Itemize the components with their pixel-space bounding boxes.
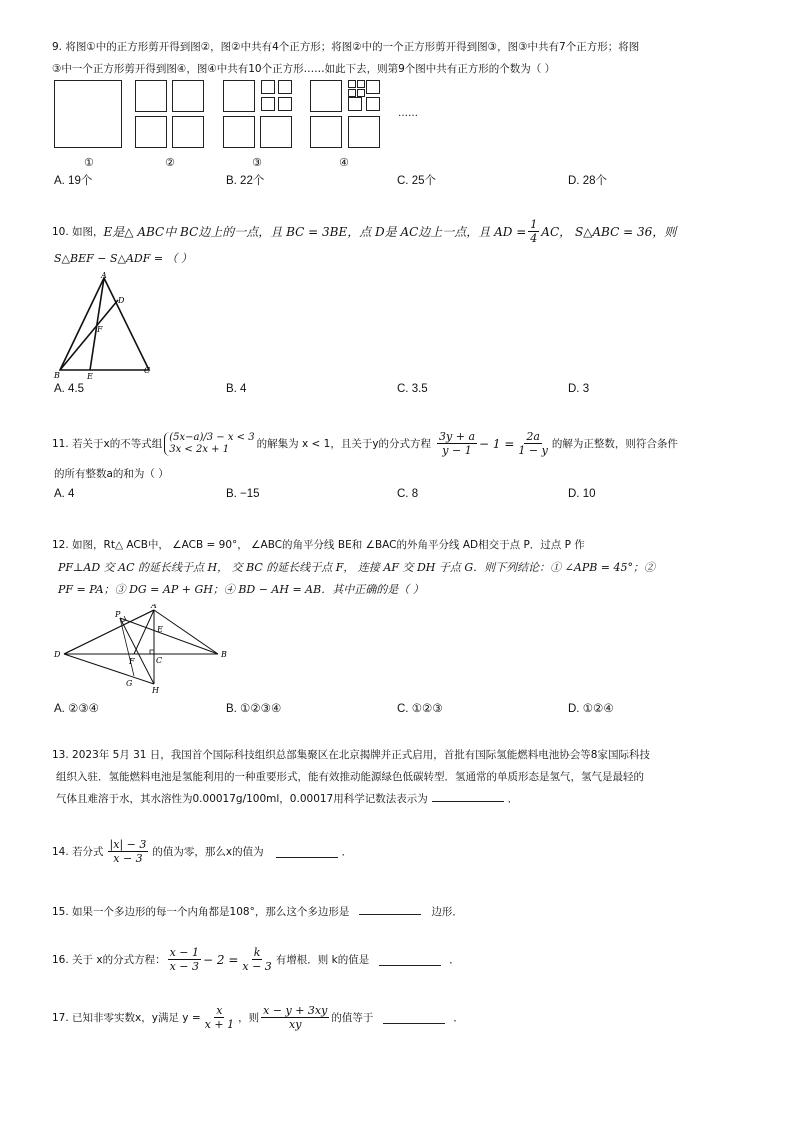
fig4-square <box>310 116 342 148</box>
q9-option-a[interactable]: A. 19个 <box>54 175 93 187</box>
point-label-d: D <box>54 650 61 659</box>
q13-stem-line2: 组织入驻．氢能燃料电池是氢能利用的一种重要形式，能有效推动能源绿色低碳转型．氢通常的单质形态是氢气，氢气是最轻的 <box>56 771 644 783</box>
fig3-square <box>260 116 292 148</box>
fig2-square <box>172 116 204 148</box>
q15-end: 边形． <box>431 906 463 918</box>
q11-prefix: 11. 若关于x的不等式组 <box>52 438 163 450</box>
q17-stem <box>52 1004 464 1031</box>
q10-option-d[interactable]: D. 3 <box>568 383 590 395</box>
q16-prefix: 16. 关于 x的分式方程： <box>52 954 166 966</box>
q10-option-b[interactable]: B. 4 <box>226 383 247 395</box>
frac-numerator: x − 1 <box>169 946 200 959</box>
point-label-a: A <box>151 604 157 610</box>
frac-numerator: 2a <box>526 430 540 443</box>
q10-stem-line2: S△BEF − S△ADF = （ ） <box>54 252 193 265</box>
q17-mid: ，则 <box>238 1012 260 1024</box>
q11-stem-line1 <box>52 430 678 457</box>
q10-option-c[interactable]: C. 3.5 <box>397 383 428 395</box>
frac-numerator: |x| − 3 <box>109 838 147 851</box>
q15-text: 15. 如果一个多边形的每一个内角都是108°，那么这个多边形是 <box>52 906 350 918</box>
q14-stem <box>52 838 352 865</box>
q11-option-a[interactable]: A. 4 <box>54 488 75 500</box>
q17-fraction-2 <box>261 1004 329 1031</box>
frac-numerator: 3y + a <box>439 430 476 443</box>
q9-option-d[interactable]: D. 28个 <box>568 175 607 187</box>
fig3-small-square <box>261 97 275 111</box>
q13-answer-blank[interactable] <box>432 789 504 802</box>
q10-stem-line1 <box>52 218 676 245</box>
q17-answer-blank[interactable] <box>383 1011 445 1024</box>
frac-numerator: k <box>253 946 261 959</box>
fig4-tiny-square <box>357 89 365 97</box>
q16-end: ． <box>449 954 460 966</box>
frac-denominator: 4 <box>530 232 538 245</box>
q9-option-b[interactable]: B. 22个 <box>226 175 265 187</box>
q16-tail: 有增根．则 k的值是 <box>275 954 370 966</box>
fig4-tiny-square <box>357 80 365 88</box>
q16-stem <box>52 946 460 973</box>
q13-line3-text: 气体且难溶于水，其水溶性为0.00017g/100ml，0.00017用科学记数法表示为 <box>56 793 428 805</box>
q11-option-c[interactable]: C. 8 <box>397 488 419 500</box>
q16-fraction-2 <box>240 946 273 973</box>
q11-fraction-2 <box>516 430 549 457</box>
fig-label-2: ② <box>165 156 175 169</box>
fig2-square <box>135 80 167 112</box>
q10-option-a[interactable]: A. 4.5 <box>54 383 85 395</box>
q12-geometry-figure <box>52 604 238 696</box>
q13-end: ． <box>507 793 519 805</box>
q11-inequality-1: (5x−a)/3 − x < 3 <box>169 431 255 443</box>
q11-inequality-system <box>164 432 254 456</box>
q12-stem-line1: 12. 如图，Rt△ ACB中， ∠ACB = 90°， ∠ABC的角平分线 BE和 ∠BAC的外角平分线 AD相交于点 P．过点 P 作 <box>52 539 585 551</box>
frac-numerator: 1 <box>530 218 538 231</box>
q17-fraction-1 <box>203 1004 236 1031</box>
q13-stem-line3 <box>56 788 518 811</box>
point-label-d: D <box>118 296 125 305</box>
point-label-b: B <box>54 371 60 380</box>
fig4-small-square <box>366 80 380 94</box>
fig3-square <box>223 80 255 112</box>
q10-text1: E是△ ABC中 BC边上的一点，且 BC = 3BE，点 D是 AC边上一点，且 AD = <box>103 225 527 239</box>
frac-numerator: x <box>216 1004 223 1017</box>
fig4-small-square <box>348 97 362 111</box>
q11-mid: 的解集为 x < 1，且关于y的分式方程 <box>256 438 432 450</box>
q9-stem-line1: 9. 将图①中的正方形剪开得到图②，图②中共有4个正方形；将图②中的一个正方形剪开得到图③，图③中共有7个正方形；将图 <box>52 41 640 53</box>
q12-option-d[interactable]: D. ①②④ <box>568 703 614 715</box>
q9-ellipsis: …… <box>398 108 418 119</box>
q11-option-b[interactable]: B. −15 <box>226 488 260 500</box>
frac-denominator: x − 3 <box>169 960 200 973</box>
q17-tail: 的值等于 <box>331 1012 374 1024</box>
q12-option-b[interactable]: B. ①②③④ <box>226 703 282 715</box>
q14-answer-blank[interactable] <box>276 845 338 858</box>
point-label-f: F <box>97 325 103 334</box>
point-label-b: B <box>221 650 227 659</box>
point-label-a: A <box>101 272 107 280</box>
frac-denominator: x − 3 <box>113 852 143 865</box>
q10-prefix: 10. 如图， <box>52 226 104 238</box>
frac-numerator: x − y + 3xy <box>263 1004 328 1017</box>
q15-stem <box>52 902 463 919</box>
fig-label-3: ③ <box>252 156 262 169</box>
frac-denominator: x + 1 <box>204 1018 235 1031</box>
q14-tail: 的值为零，那么x的值为 <box>152 846 264 858</box>
point-label-e: E <box>157 625 163 634</box>
point-label-p: P <box>115 610 121 619</box>
frac-denominator: 1 − y <box>518 444 548 457</box>
q12-stem-line2: PF⊥AD 交 AC 的延长线于点 H， 交 BC 的延长线于点 F， 连接 AF 交 DH 于点 G．则下列结论：① ∠APB = 45°；② <box>58 561 656 574</box>
frac-denominator: x − 3 <box>242 960 272 973</box>
fig3-small-square <box>278 80 292 94</box>
q16-fraction-1 <box>168 946 201 973</box>
fig-label-4: ④ <box>339 156 349 169</box>
fig1-square <box>54 80 122 148</box>
point-label-c: C <box>156 656 163 665</box>
point-label-g: G <box>126 679 133 688</box>
q11-fraction-1 <box>437 430 477 457</box>
fig3-small-square <box>261 80 275 94</box>
frac-denominator: y − 1 <box>442 444 472 457</box>
q11-minus-one: − 1 = <box>479 436 515 451</box>
q11-tail: 的解为正整数，则符合条件 <box>551 438 678 450</box>
q16-mid: − 2 = <box>203 952 239 967</box>
q12-option-a[interactable]: A. ②③④ <box>54 703 99 715</box>
q14-fraction <box>108 838 149 865</box>
fig2-square <box>172 80 204 112</box>
q10-fraction <box>528 218 539 245</box>
q12-stem-line3: PF = PA；③ DG = AP + GH；④ BD − AH = AB．其中正确的是（ ） <box>58 583 424 596</box>
q10-triangle-figure <box>52 272 162 382</box>
point-label-c: C <box>144 366 151 375</box>
fig4-square <box>310 80 342 112</box>
fig3-square <box>223 116 255 148</box>
q10-text2: AC， S△ABC = 36，则 <box>541 225 677 239</box>
q9-stem-line2: ③中一个正方形剪开得到图④，图④中共有10个正方形……如此下去，则第9个图中共有正方形的个数为（ ） <box>52 63 556 75</box>
point-label-f: F <box>129 657 135 666</box>
q14-prefix: 14. 若分式 <box>52 846 104 858</box>
q12-option-c[interactable]: C. ①②③ <box>397 703 443 715</box>
q16-answer-blank[interactable] <box>379 953 441 966</box>
q17-end: ． <box>453 1012 464 1024</box>
point-label-e: E <box>87 372 93 381</box>
q11-inequality-2: 3x < 2x + 1 <box>169 443 230 455</box>
q9-option-c[interactable]: C. 25个 <box>397 175 436 187</box>
fig4-small-square <box>366 97 380 111</box>
fig2-square <box>135 116 167 148</box>
q14-end: ． <box>341 846 353 858</box>
fig3-small-square <box>278 97 292 111</box>
fig4-square <box>348 116 380 148</box>
q15-answer-blank[interactable] <box>359 902 421 915</box>
q11-option-d[interactable]: D. 10 <box>568 488 596 500</box>
q17-prefix: 17. 已知非零实数x，y满足 y = <box>52 1012 201 1024</box>
q11-stem-line2: 的所有整数a的和为（ ） <box>54 468 169 480</box>
point-label-h: H <box>152 686 159 695</box>
frac-denominator: xy <box>289 1018 302 1031</box>
fig4-tiny-square <box>348 80 356 88</box>
q13-stem-line1: 13. 2023年 5月 31 日，我国首个国际科技组织总部集聚区在北京揭牌并正式启用，首批有国际氢能燃料电池协会等8家国际科技 <box>52 749 650 761</box>
fig-label-1: ① <box>84 156 94 169</box>
fig4-tiny-square <box>348 89 356 97</box>
